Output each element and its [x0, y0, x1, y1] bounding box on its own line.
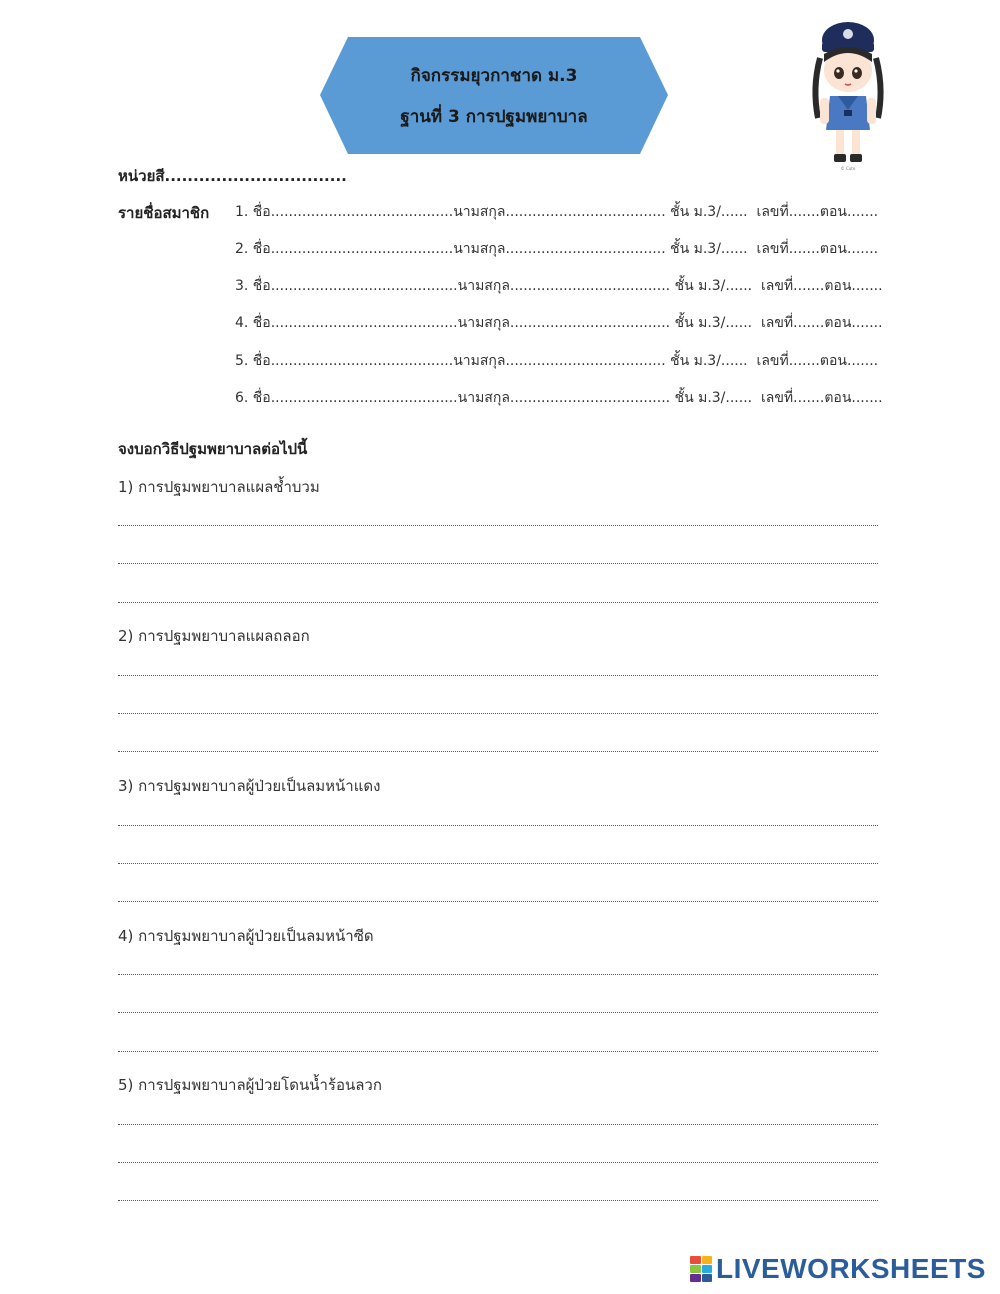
- member-section-field[interactable]: ตอน.......: [824, 315, 883, 331]
- liveworksheets-logo-icon: [690, 1256, 712, 1282]
- question-2-title: 2) การปฐมพยาบาลแผลถลอก: [118, 627, 310, 645]
- member-name-field[interactable]: 5. ชื่อ.........................................: [235, 353, 454, 369]
- member-section-field[interactable]: ตอน.......: [824, 278, 883, 294]
- svg-text:© Cute: © Cute: [840, 166, 856, 171]
- answer-line[interactable]: [118, 1051, 878, 1052]
- member-section-field[interactable]: ตอน.......: [824, 390, 883, 406]
- scout-girl-illustration-icon: [808, 18, 886, 172]
- member-row: [235, 312, 883, 334]
- member-number-field[interactable]: เลขที่.......: [761, 390, 825, 406]
- member-number-field[interactable]: เลขที่.......: [756, 353, 820, 369]
- member-row: [235, 275, 883, 297]
- answer-line[interactable]: [118, 901, 878, 902]
- member-surname-field[interactable]: นามสกุล....................................: [457, 278, 671, 294]
- member-name-field[interactable]: 3. ชื่อ..........................................: [235, 278, 458, 294]
- member-name-field[interactable]: 2. ชื่อ.........................................: [235, 241, 454, 257]
- title-banner: [320, 37, 668, 154]
- member-class-field[interactable]: ชั้น ม.3/......: [674, 390, 753, 406]
- member-number-field[interactable]: เลขที่.......: [756, 241, 820, 257]
- member-row: [235, 350, 878, 372]
- member-number-field[interactable]: เลขที่.......: [761, 278, 825, 294]
- answer-line[interactable]: [118, 863, 878, 864]
- member-name-field[interactable]: 1. ชื่อ.........................................: [235, 204, 454, 220]
- member-class-field[interactable]: ชั้น ม.3/......: [670, 353, 748, 369]
- member-row: [235, 387, 883, 409]
- answer-line[interactable]: [118, 751, 878, 752]
- answer-line[interactable]: [118, 525, 878, 526]
- member-class-field[interactable]: ชั้น ม.3/......: [670, 204, 748, 220]
- member-surname-field[interactable]: นามสกุล....................................: [457, 315, 671, 331]
- member-number-field[interactable]: เลขที่.......: [761, 315, 825, 331]
- member-section-field[interactable]: ตอน.......: [819, 241, 879, 257]
- member-class-field[interactable]: ชั้น ม.3/......: [674, 315, 753, 331]
- answer-line[interactable]: [118, 825, 878, 826]
- member-number-field[interactable]: เลขที่.......: [756, 204, 820, 220]
- title-line-2: ฐานที่ 3 การปฐมพยาบาล: [400, 106, 588, 127]
- member-surname-field[interactable]: นามสกุล....................................: [453, 204, 666, 220]
- member-name-field[interactable]: 4. ชื่อ..........................................: [235, 315, 458, 331]
- answer-line[interactable]: [118, 1200, 878, 1201]
- member-name-field[interactable]: 6. ชื่อ..........................................: [235, 390, 458, 406]
- unit-color-field[interactable]: หน่วยสี................................: [118, 167, 347, 185]
- answer-line[interactable]: [118, 1012, 878, 1013]
- answer-line[interactable]: [118, 713, 878, 714]
- answer-line[interactable]: [118, 1162, 878, 1163]
- question-1-title: 1) การปฐมพยาบาลแผลช้ำบวม: [118, 478, 320, 496]
- member-surname-field[interactable]: นามสกุล....................................: [453, 353, 666, 369]
- answer-line[interactable]: [118, 602, 878, 603]
- member-surname-field[interactable]: นามสกุล....................................: [453, 241, 666, 257]
- member-class-field[interactable]: ชั้น ม.3/......: [674, 278, 753, 294]
- question-4-title: 4) การปฐมพยาบาลผู้ป่วยเป็นลมหน้าซีด: [118, 927, 374, 945]
- member-surname-field[interactable]: นามสกุล....................................: [457, 390, 671, 406]
- instructions-heading: จงบอกวิธีปฐมพยาบาลต่อไปนี้: [118, 440, 308, 458]
- member-row: [235, 201, 878, 223]
- liveworksheets-logo: [690, 1252, 986, 1286]
- member-section-field[interactable]: ตอน.......: [819, 204, 879, 220]
- member-class-field[interactable]: ชั้น ม.3/......: [670, 241, 748, 257]
- liveworksheets-brand-text: LIVEWORKSHEETS: [716, 1253, 986, 1284]
- answer-line[interactable]: [118, 1124, 878, 1125]
- answer-line[interactable]: [118, 675, 878, 676]
- member-list-label: รายชื่อสมาชิก: [118, 204, 210, 222]
- answer-line[interactable]: [118, 974, 878, 975]
- answer-line[interactable]: [118, 563, 878, 564]
- title-line-1: กิจกรรมยุวกาชาด ม.3: [410, 65, 578, 86]
- question-3-title: 3) การปฐมพยาบาลผู้ป่วยเป็นลมหน้าแดง: [118, 777, 381, 795]
- member-section-field[interactable]: ตอน.......: [819, 353, 879, 369]
- member-row: [235, 238, 878, 260]
- question-5-title: 5) การปฐมพยาบาลผู้ป่วยโดนน้ำร้อนลวก: [118, 1076, 382, 1094]
